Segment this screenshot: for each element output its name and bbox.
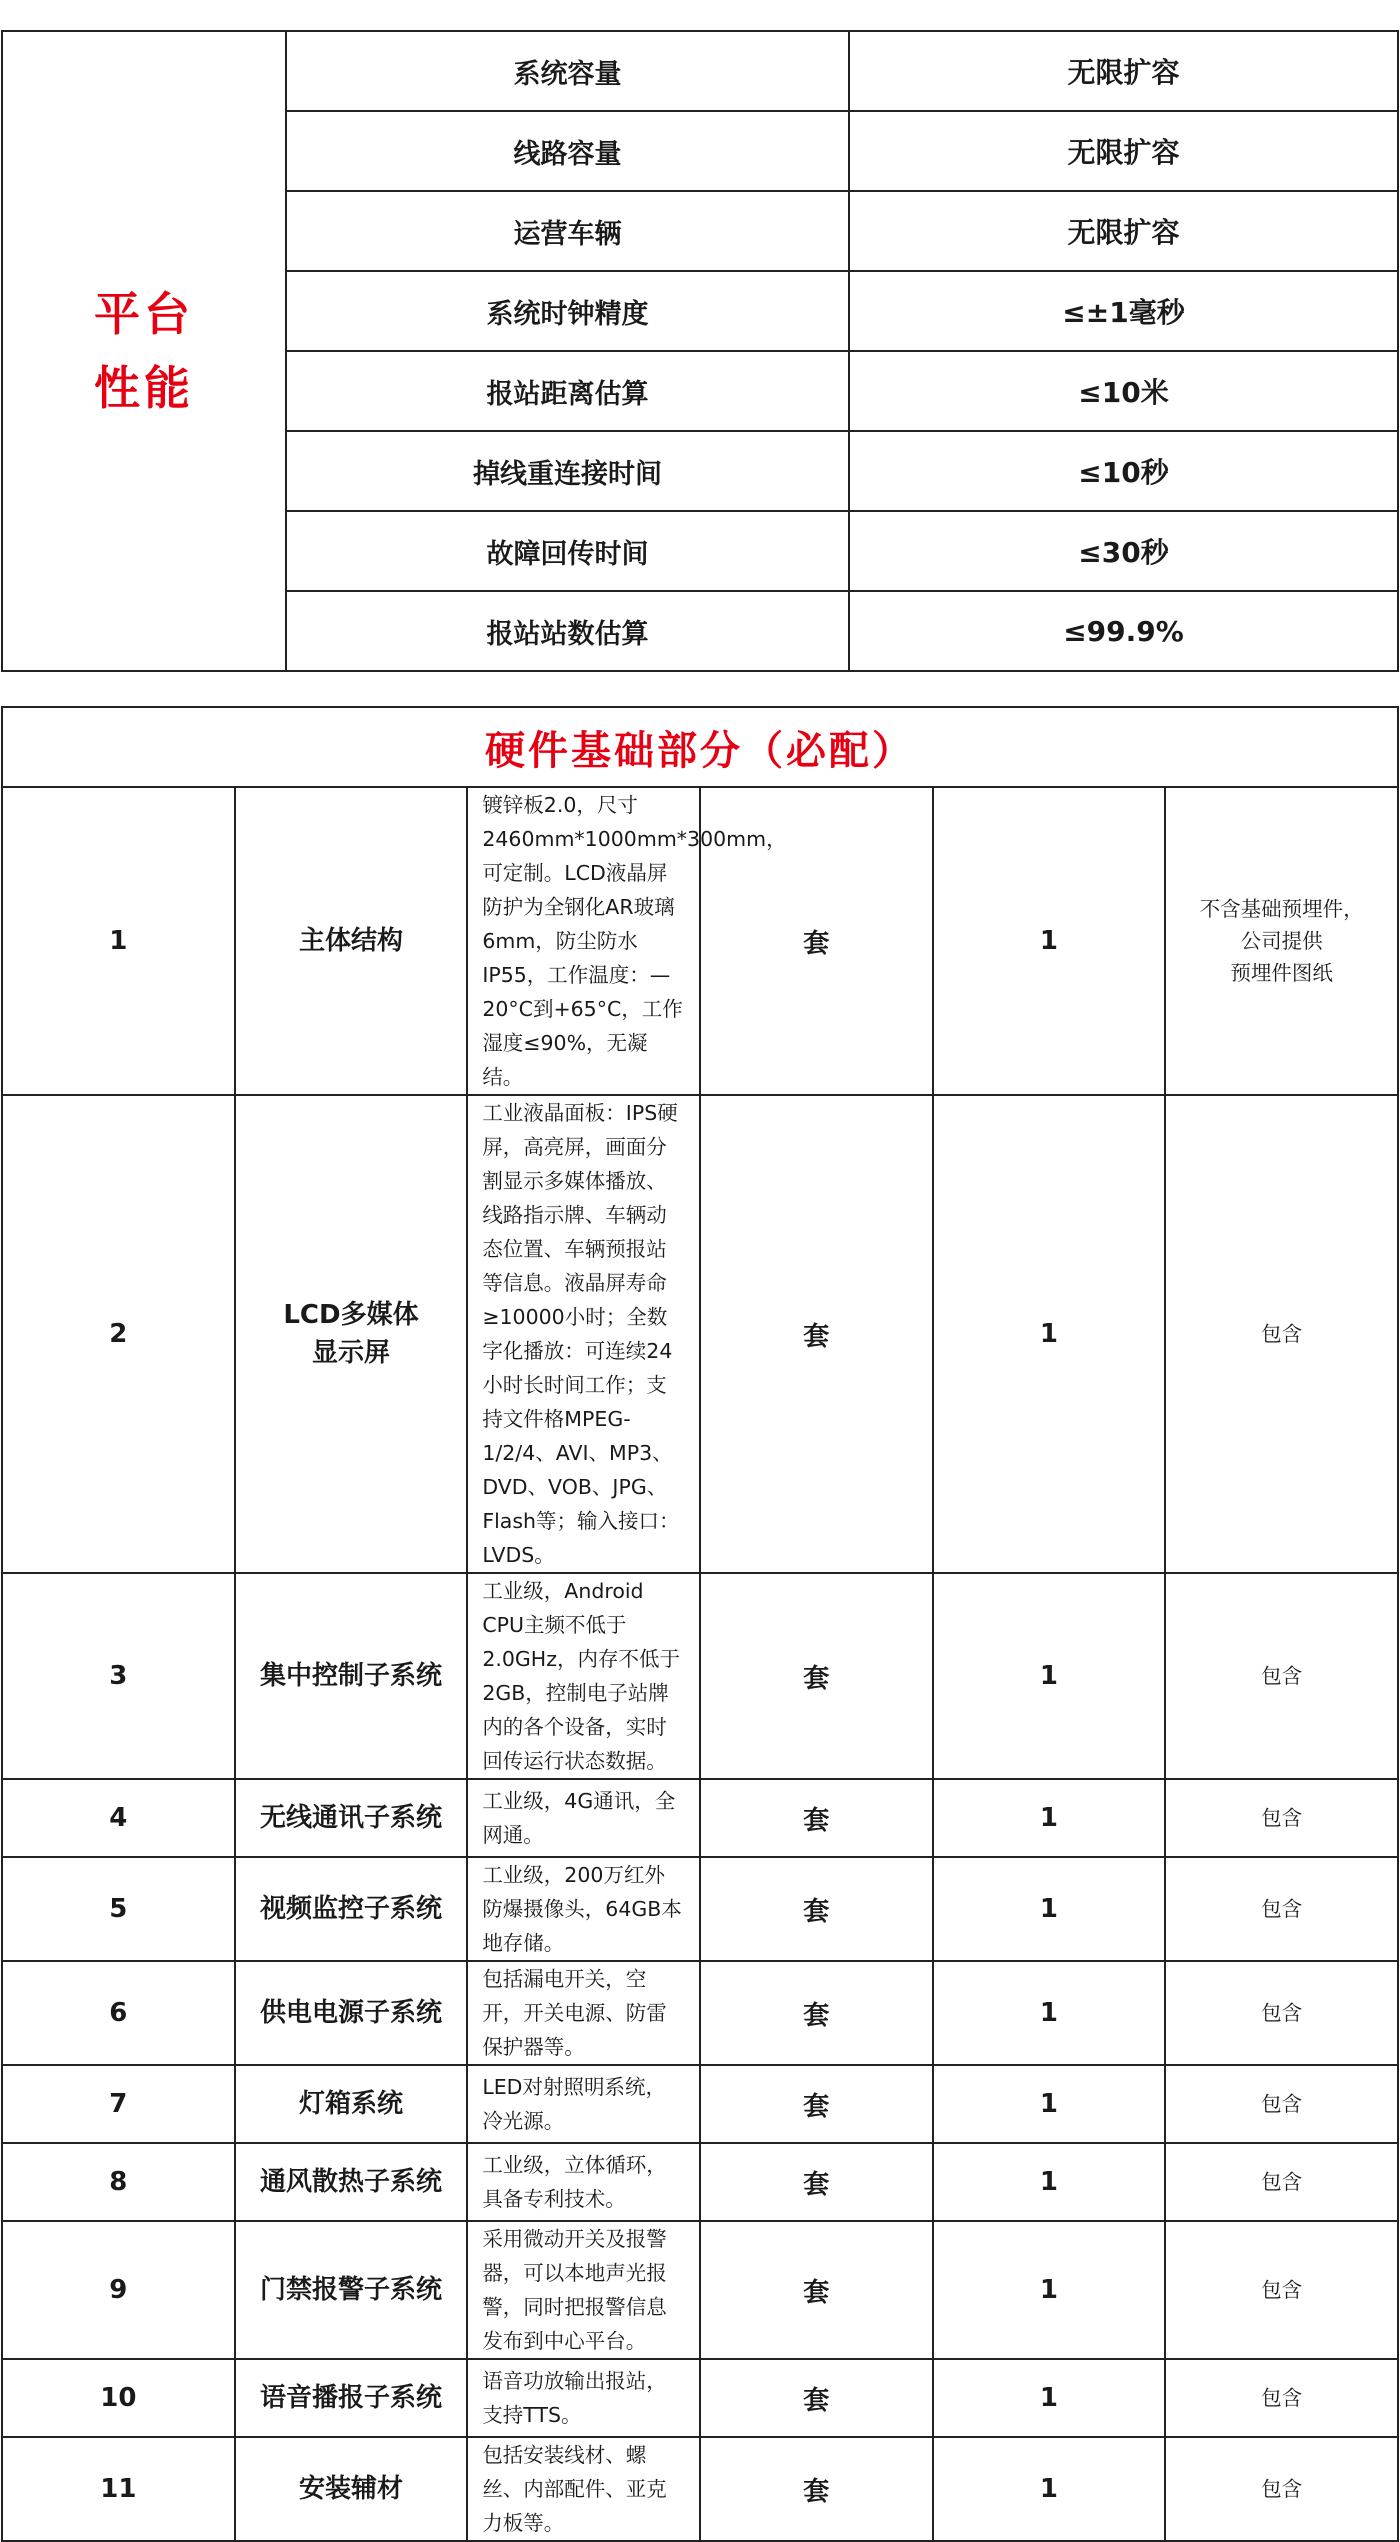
item-unit: 套	[700, 2065, 933, 2143]
row-number: 11	[2, 2437, 235, 2541]
item-name: 主体结构	[235, 787, 468, 1095]
value-cell: ≤10秒	[849, 431, 1398, 511]
table-row	[2, 1095, 1398, 1573]
metric-cell: 故障回传时间	[286, 511, 849, 591]
item-unit: 套	[700, 2359, 933, 2437]
item-note: 包含	[1165, 1573, 1398, 1779]
table-row	[2, 2359, 1398, 2437]
row-number: 9	[2, 2221, 235, 2359]
value-cell: ≤99.9%	[849, 591, 1398, 671]
item-note: 包含	[1165, 1779, 1398, 1857]
item-quantity: 1	[933, 1961, 1166, 2065]
metric-cell: 系统时钟精度	[286, 271, 849, 351]
item-name: 无线通讯子系统	[235, 1779, 468, 1857]
platform-performance-table	[1, 30, 1399, 672]
item-spec: 工业级，立体循环，具备专利技术。	[467, 2143, 700, 2221]
item-note	[1165, 787, 1398, 1095]
category-cell	[2, 31, 286, 671]
metric-cell: 线路容量	[286, 111, 849, 191]
item-quantity: 1	[933, 2221, 1166, 2359]
note-line: 不含基础预埋件，	[1199, 897, 1364, 921]
row-number: 6	[2, 1961, 235, 2065]
item-quantity: 1	[933, 787, 1166, 1095]
value-cell: 无限扩容	[849, 191, 1398, 271]
hardware-title: 硬件基础部分（必配）	[2, 707, 1398, 787]
item-name-line: LCD多媒体	[283, 1300, 419, 1330]
perf-row	[2, 31, 1398, 111]
item-spec: 包括安装线材、螺丝、内部配件、亚克力板等。	[467, 2437, 700, 2541]
item-note: 包含	[1165, 1095, 1398, 1573]
item-spec: LED对射照明系统，冷光源。	[467, 2065, 700, 2143]
item-unit: 套	[700, 2221, 933, 2359]
item-spec: 包括漏电开关，空开，开关电源、防雷保护器等。	[467, 1961, 700, 2065]
item-name: 视频监控子系统	[235, 1857, 468, 1961]
item-quantity: 1	[933, 1857, 1166, 1961]
item-name: 通风散热子系统	[235, 2143, 468, 2221]
item-name: 集中控制子系统	[235, 1573, 468, 1779]
row-number: 5	[2, 1857, 235, 1961]
table-row	[2, 1779, 1398, 1857]
item-unit: 套	[700, 2437, 933, 2541]
row-number: 10	[2, 2359, 235, 2437]
metric-cell: 报站距离估算	[286, 351, 849, 431]
category-label-line2: 性能	[94, 361, 194, 415]
item-spec: 镀锌板2.0，尺寸2460mm*1000mm*300mm，可定制。LCD液晶屏防护为全钢化AR玻璃6mm，防尘防水IP55，工作温度：—20°C到+65°C，工作湿度≤90%，无凝结。	[467, 787, 700, 1095]
item-name: 语音播报子系统	[235, 2359, 468, 2437]
value-cell: 无限扩容	[849, 111, 1398, 191]
table-row	[2, 1857, 1398, 1961]
hardware-base-table	[1, 706, 1399, 2542]
item-quantity: 1	[933, 1573, 1166, 1779]
item-note: 包含	[1165, 2143, 1398, 2221]
item-name: 安装辅材	[235, 2437, 468, 2541]
note-line: 预埋件图纸	[1230, 961, 1333, 985]
row-number: 3	[2, 1573, 235, 1779]
item-unit: 套	[700, 1095, 933, 1573]
table-row	[2, 1573, 1398, 1779]
item-name: 灯箱系统	[235, 2065, 468, 2143]
item-unit: 套	[700, 787, 933, 1095]
item-note: 包含	[1165, 2221, 1398, 2359]
item-unit: 套	[700, 1961, 933, 2065]
table-row	[2, 2437, 1398, 2541]
row-number: 4	[2, 1779, 235, 1857]
item-note: 包含	[1165, 2437, 1398, 2541]
item-unit: 套	[700, 1857, 933, 1961]
item-name-line: 显示屏	[311, 1338, 390, 1368]
item-note: 包含	[1165, 2359, 1398, 2437]
row-number: 7	[2, 2065, 235, 2143]
item-quantity: 1	[933, 2359, 1166, 2437]
item-name: 门禁报警子系统	[235, 2221, 468, 2359]
table-row	[2, 1961, 1398, 2065]
item-spec: 工业级，200万红外防爆摄像头，64GB本地存储。	[467, 1857, 700, 1961]
item-quantity: 1	[933, 2065, 1166, 2143]
note-line: 公司提供	[1240, 929, 1323, 953]
metric-cell: 运营车辆	[286, 191, 849, 271]
row-number: 1	[2, 787, 235, 1095]
item-quantity: 1	[933, 1095, 1166, 1573]
value-cell: ≤30秒	[849, 511, 1398, 591]
item-name: 供电电源子系统	[235, 1961, 468, 2065]
item-note: 包含	[1165, 1961, 1398, 2065]
item-quantity: 1	[933, 2143, 1166, 2221]
item-note: 包含	[1165, 1857, 1398, 1961]
value-cell: ≤10米	[849, 351, 1398, 431]
item-note: 包含	[1165, 2065, 1398, 2143]
item-spec: 工业级，Android CPU主频不低于2.0GHz，内存不低于2GB，控制电子站牌内的各个设备，实时回传运行状态数据。	[467, 1573, 700, 1779]
row-number: 8	[2, 2143, 235, 2221]
item-spec: 语音功放输出报站，支持TTS。	[467, 2359, 700, 2437]
category-label-line1: 平台	[94, 287, 194, 341]
item-unit: 套	[700, 1779, 933, 1857]
item-spec: 工业级，4G通讯，全网通。	[467, 1779, 700, 1857]
table-row	[2, 2143, 1398, 2221]
item-name	[235, 1095, 468, 1573]
row-number: 2	[2, 1095, 235, 1573]
metric-cell: 系统容量	[286, 31, 849, 111]
item-quantity: 1	[933, 1779, 1166, 1857]
item-spec: 工业液晶面板：IPS硬屏，高亮屏，画面分割显示多媒体播放、线路指示牌、车辆动态位置、车辆预报站等信息。液晶屏寿命≥10000小时；全数字化播放：可连续24小时长时间工作；支持文件格MPEG-1/2/4、AVI、MP3、DVD、VOB、JPG、Flash等；输入接口：LVDS。	[467, 1095, 700, 1573]
metric-cell: 报站站数估算	[286, 591, 849, 671]
value-cell: 无限扩容	[849, 31, 1398, 111]
item-unit: 套	[700, 1573, 933, 1779]
item-spec: 采用微动开关及报警器，可以本地声光报警，同时把报警信息发布到中心平台。	[467, 2221, 700, 2359]
table-row	[2, 2221, 1398, 2359]
item-unit: 套	[700, 2143, 933, 2221]
item-quantity: 1	[933, 2437, 1166, 2541]
table-row	[2, 2065, 1398, 2143]
value-cell: ≤±1毫秒	[849, 271, 1398, 351]
table-row	[2, 787, 1398, 1095]
metric-cell: 掉线重连接时间	[286, 431, 849, 511]
